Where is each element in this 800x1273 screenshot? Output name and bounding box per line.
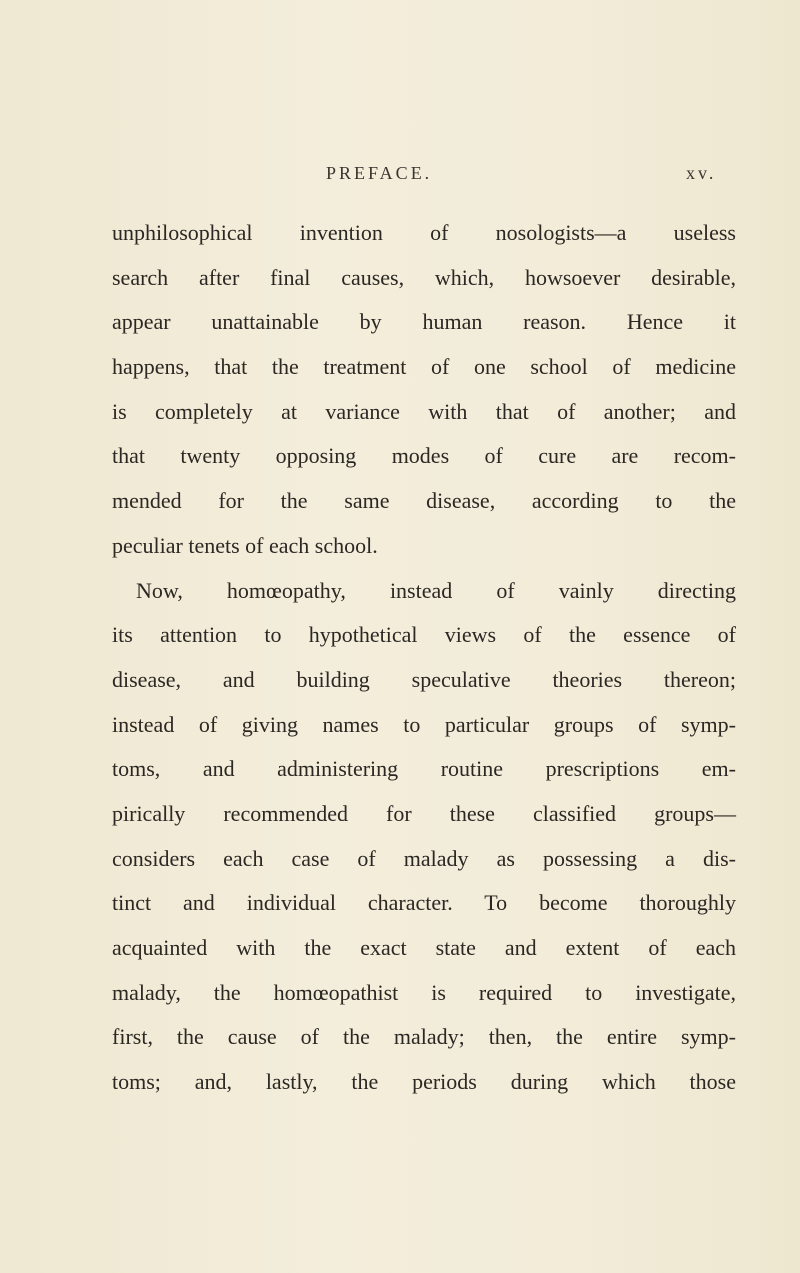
text-line: toms, and administering routine prescriptions em- <box>112 756 736 782</box>
text-line: first, the cause of the malady; then, the entire symp- <box>112 1024 736 1050</box>
text-line: malady, the homœopathist is required to investigate, <box>112 979 736 1005</box>
text-line: happens, that the treatment of one school of medicine <box>112 354 736 380</box>
text-line: acquainted with the exact state and extent of each <box>112 935 736 960</box>
text-line: toms; and, lastly, the periods during which those <box>112 1069 736 1095</box>
text-line: peculiar tenets of each school. <box>112 532 378 558</box>
text-line: mended for the same disease, according to the <box>112 488 736 514</box>
text-line: pirically recommended for these classified groups— <box>112 800 736 826</box>
text-line: is completely at variance with that of another; and <box>112 398 736 424</box>
text-line: its attention to hypothetical views of the essence of <box>112 622 736 648</box>
text-line: tinct and individual character. To become thoroughly <box>112 890 736 916</box>
text-line: considers each case of malady as possessing a dis- <box>112 845 736 871</box>
page-number: xv. <box>686 163 717 183</box>
text-line: unphilosophical invention of nosologists—a useless <box>112 220 736 245</box>
running-head: PREFACE. <box>326 163 433 183</box>
body-text <box>112 211 736 1105</box>
text-line: instead of giving names to particular groups of symp- <box>112 711 736 737</box>
text-line: appear unattainable by human reason. Hence it <box>112 309 736 335</box>
text-line: that twenty opposing modes of cure are recom- <box>112 443 736 469</box>
text-line: search after final causes, which, howsoever desirable, <box>112 264 736 290</box>
text-line: Now, homœopathy, instead of vainly directing <box>136 577 736 603</box>
page-header <box>0 163 800 193</box>
text-line: disease, and building speculative theories thereon; <box>112 666 736 692</box>
